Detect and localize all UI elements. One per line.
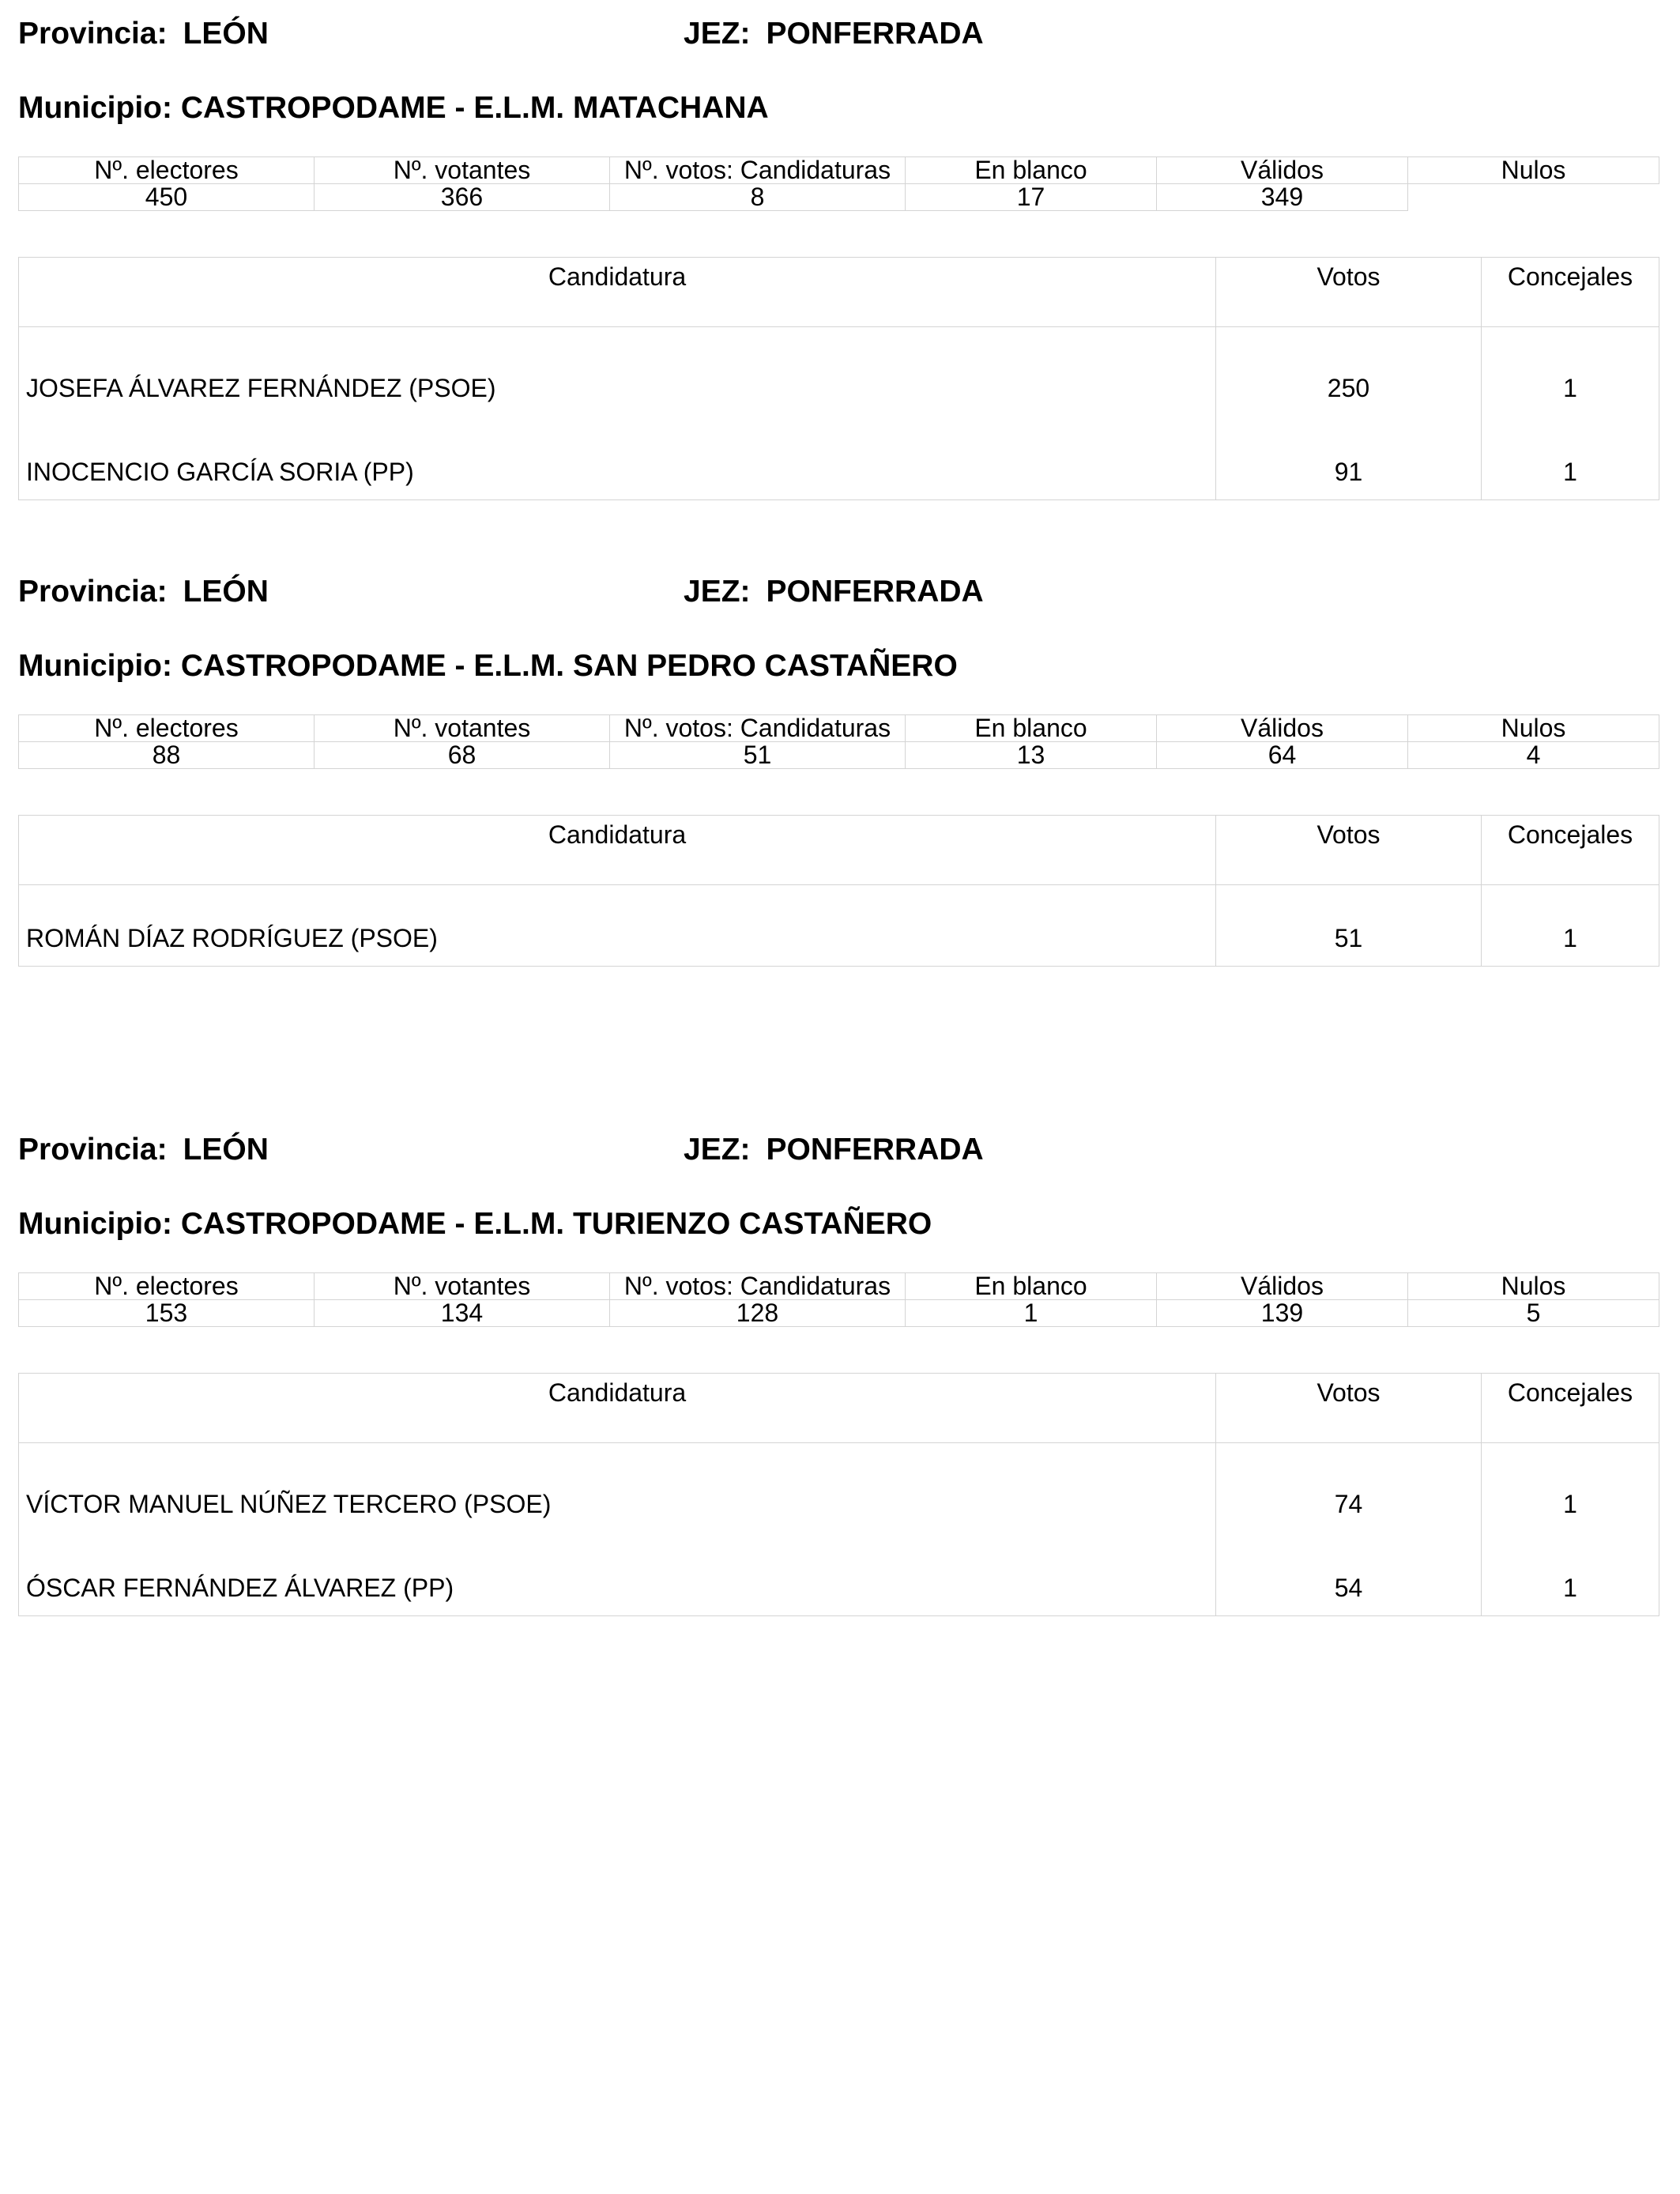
jez-line: [684, 16, 984, 52]
stats-value-row: [19, 742, 1659, 769]
votos-header: Votos: [1216, 258, 1482, 327]
jez-label: JEZ:: [684, 575, 751, 609]
stats-value-cell: 153: [19, 1300, 315, 1327]
stats-value-cell: 13: [906, 742, 1157, 769]
candidates-table: [18, 815, 1659, 967]
stats-value-cell: 134: [315, 1300, 610, 1327]
votos-header: Votos: [1216, 816, 1482, 885]
candidate-votos: 250: [1216, 327, 1482, 420]
jez-value: PONFERRADA: [766, 17, 984, 51]
jez-line: [684, 574, 984, 610]
stats-value-cell: 1: [906, 1300, 1157, 1327]
concejales-header: Concejales: [1482, 258, 1659, 327]
provincia-value: LEÓN: [183, 575, 269, 609]
votos-header: Votos: [1216, 1374, 1482, 1443]
jez-value: PONFERRADA: [766, 1133, 984, 1167]
municipio-line: [18, 1206, 932, 1242]
candidate-name: JOSEFA ÁLVAREZ FERNÁNDEZ (PSOE): [26, 374, 496, 402]
candidate-name: ROMÁN DÍAZ RODRÍGUEZ (PSOE): [26, 924, 438, 952]
municipio-value: CASTROPODAME - E.L.M. TURIENZO CASTAÑERO: [180, 1207, 932, 1241]
stats-header-cell: Válidos: [1157, 157, 1408, 184]
stats-value-cell: 450: [19, 184, 315, 211]
candidate-name: VÍCTOR MANUEL NÚÑEZ TERCERO (PSOE): [26, 1490, 552, 1518]
stats-value-cell: 349: [1157, 184, 1408, 211]
stats-header-cell: Nº. votos: Candidaturas: [610, 157, 906, 184]
stats-header-cell: Nulos: [1408, 157, 1659, 184]
candidate-row: [19, 1535, 1659, 1616]
stats-header-cell: Válidos: [1157, 1273, 1408, 1300]
candidate-concejales: 1: [1482, 885, 1659, 967]
stats-header-cell: En blanco: [906, 715, 1157, 742]
concejales-header: Concejales: [1482, 816, 1659, 885]
candidates-header-row: [19, 258, 1659, 327]
candidate-concejales: 1: [1482, 419, 1659, 500]
municipio-label: Municipio:: [18, 91, 172, 125]
stats-header-cell: Nulos: [1408, 1273, 1659, 1300]
candidate-votos: 74: [1216, 1443, 1482, 1536]
candidate-row: [19, 1443, 1659, 1536]
candidate-row: [19, 419, 1659, 500]
candidates-header-row: [19, 1374, 1659, 1443]
stats-table: [18, 156, 1659, 211]
provincia-value: LEÓN: [183, 17, 269, 51]
stats-table: [18, 1272, 1659, 1327]
stats-header-cell: Nº. votos: Candidaturas: [610, 1273, 906, 1300]
municipio-line: [18, 648, 958, 684]
stats-header-cell: Nº. votantes: [315, 715, 610, 742]
candidate-concejales: 1: [1482, 1535, 1659, 1616]
stats-header-cell: Nº. electores: [19, 157, 315, 184]
stats-header-cell: Válidos: [1157, 715, 1408, 742]
stats-value-cell: 68: [315, 742, 610, 769]
municipio-line: [18, 90, 769, 126]
stats-value-cell: 4: [1408, 742, 1659, 769]
jez-label: JEZ:: [684, 1133, 751, 1167]
municipio-label: Municipio:: [18, 649, 172, 683]
candidate-concejales: 1: [1482, 1443, 1659, 1536]
stats-header-row: [19, 715, 1659, 742]
candidate-concejales: 1: [1482, 327, 1659, 420]
municipio-value: CASTROPODAME - E.L.M. MATACHANA: [180, 91, 769, 125]
candidatura-header: Candidatura: [19, 816, 1216, 885]
candidate-row: [19, 327, 1659, 420]
stats-value-cell: [1408, 184, 1659, 211]
candidate-row: [19, 885, 1659, 967]
stats-value-cell: 366: [315, 184, 610, 211]
stats-value-row: [19, 184, 1659, 211]
provincia-label: Provincia:: [18, 17, 168, 51]
stats-value-cell: 64: [1157, 742, 1408, 769]
candidatura-header: Candidatura: [19, 1374, 1216, 1443]
provincia-line: [18, 1132, 269, 1168]
stats-value-cell: 5: [1408, 1300, 1659, 1327]
stats-table: [18, 714, 1659, 769]
candidate-name: ÓSCAR FERNÁNDEZ ÁLVAREZ (PP): [26, 1574, 454, 1602]
candidates-table: [18, 1373, 1659, 1616]
municipio-label: Municipio:: [18, 1207, 172, 1241]
stats-header-cell: En blanco: [906, 1273, 1157, 1300]
candidates-header-row: [19, 816, 1659, 885]
candidate-votos: 54: [1216, 1535, 1482, 1616]
provincia-label: Provincia:: [18, 1133, 168, 1167]
stats-header-cell: Nº. electores: [19, 1273, 315, 1300]
jez-value: PONFERRADA: [766, 575, 984, 609]
stats-value-cell: 51: [610, 742, 906, 769]
candidate-votos: 91: [1216, 419, 1482, 500]
stats-value-cell: 128: [610, 1300, 906, 1327]
stats-header-cell: Nº. votantes: [315, 157, 610, 184]
stats-value-cell: 8: [610, 184, 906, 211]
stats-value-row: [19, 1300, 1659, 1327]
provincia-line: [18, 16, 269, 52]
stats-header-cell: En blanco: [906, 157, 1157, 184]
provincia-label: Provincia:: [18, 575, 168, 609]
concejales-header: Concejales: [1482, 1374, 1659, 1443]
provincia-line: [18, 574, 269, 610]
stats-header-cell: Nº. votos: Candidaturas: [610, 715, 906, 742]
stats-value-cell: 17: [906, 184, 1157, 211]
provincia-value: LEÓN: [183, 1133, 269, 1167]
candidate-votos: 51: [1216, 885, 1482, 967]
stats-header-cell: Nº. electores: [19, 715, 315, 742]
stats-header-row: [19, 1273, 1659, 1300]
stats-value-cell: 139: [1157, 1300, 1408, 1327]
stats-header-cell: Nº. votantes: [315, 1273, 610, 1300]
candidatura-header: Candidatura: [19, 258, 1216, 327]
stats-value-cell: 88: [19, 742, 315, 769]
jez-line: [684, 1132, 984, 1168]
stats-header-cell: Nulos: [1408, 715, 1659, 742]
stats-header-row: [19, 157, 1659, 184]
candidate-name: INOCENCIO GARCÍA SORIA (PP): [26, 458, 414, 486]
candidates-table: [18, 257, 1659, 500]
jez-label: JEZ:: [684, 17, 751, 51]
municipio-value: CASTROPODAME - E.L.M. SAN PEDRO CASTAÑERO: [180, 649, 958, 683]
